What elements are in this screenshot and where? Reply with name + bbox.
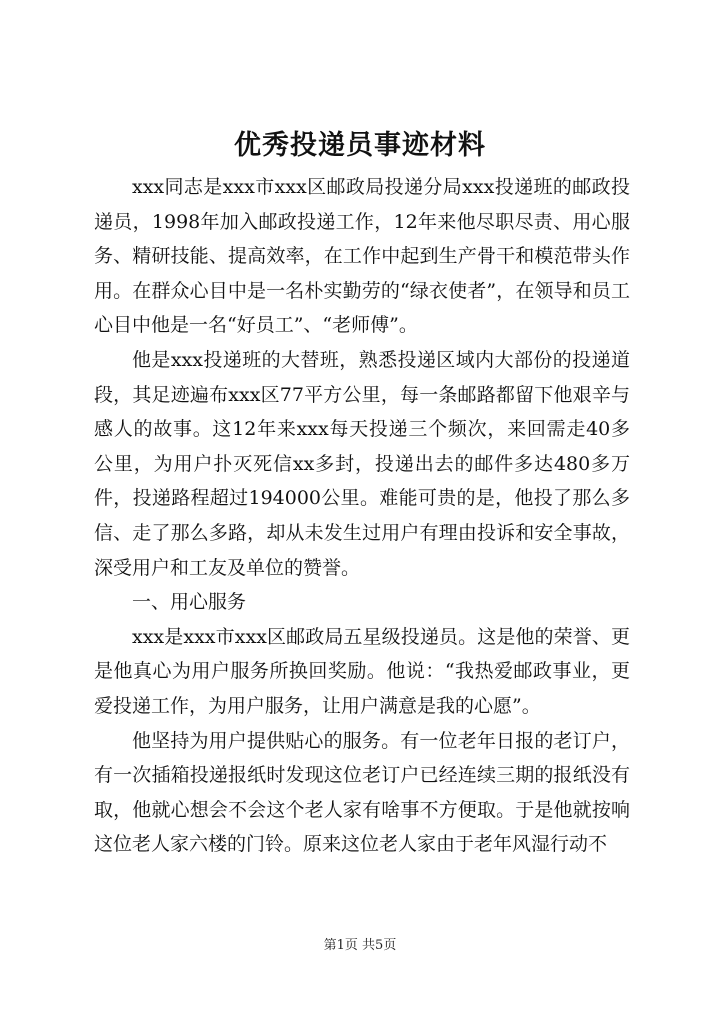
section-heading-service: 一、用心服务	[132, 591, 247, 614]
paragraph-background: 他是xxx投递班的大替班，熟悉投递区域内大部份的投递道段，其足迹遍布xxx区77平方公里，每一条邮路都留下他艰辛与感人的故事。这12年来xxx每天投递三个频次，来回需走40多公里，为用户扑灭死信xx多封，投递出去的邮件多达480多万件，投递路程超过194000公里。难能可贵的是，他投了那么多信、走了那么多路，却从未发生过用户有理由投诉和安全事故，深受用户和工友及单位的赞誉。	[94, 348, 630, 579]
document-title: 优秀投递员事迹材料	[234, 130, 486, 161]
paragraph-story: 他坚持为用户提供贴心的服务。有一位老年日报的老订户，有一次插箱投递报纸时发现这位老订户已经连续三期的报纸没有取，他就心想会不会这个老人家有啥事不方便取。于是他就按响这位老人家六楼的门铃。原来这位老人家由于老年风湿行动不	[94, 729, 630, 856]
paragraph-honor: xxx是xxx市xxx区邮政局五星级投递员。这是他的荣誉、更是他真心为用户服务所换回奖励。他说：“我热爱邮政事业，更爱投递工作，为用户服务，让用户满意是我的心愿”。	[94, 625, 630, 717]
paragraph-intro: xxx同志是xxx市xxx区邮政局投递分局xxx投递班的邮政投递员，1998年加入邮政投递工作，12年来他尽职尽责、用心服务、精研技能、提高效率，在工作中起到生产骨干和模范带头作用。在群众心目中是一名朴实勤劳的“绿衣使者”，在领导和员工心目中他是一名“好员工”、“老师傅”。	[94, 176, 630, 337]
document-body	[94, 170, 630, 862]
page-number-footer: 第1页 共5页	[323, 938, 397, 953]
